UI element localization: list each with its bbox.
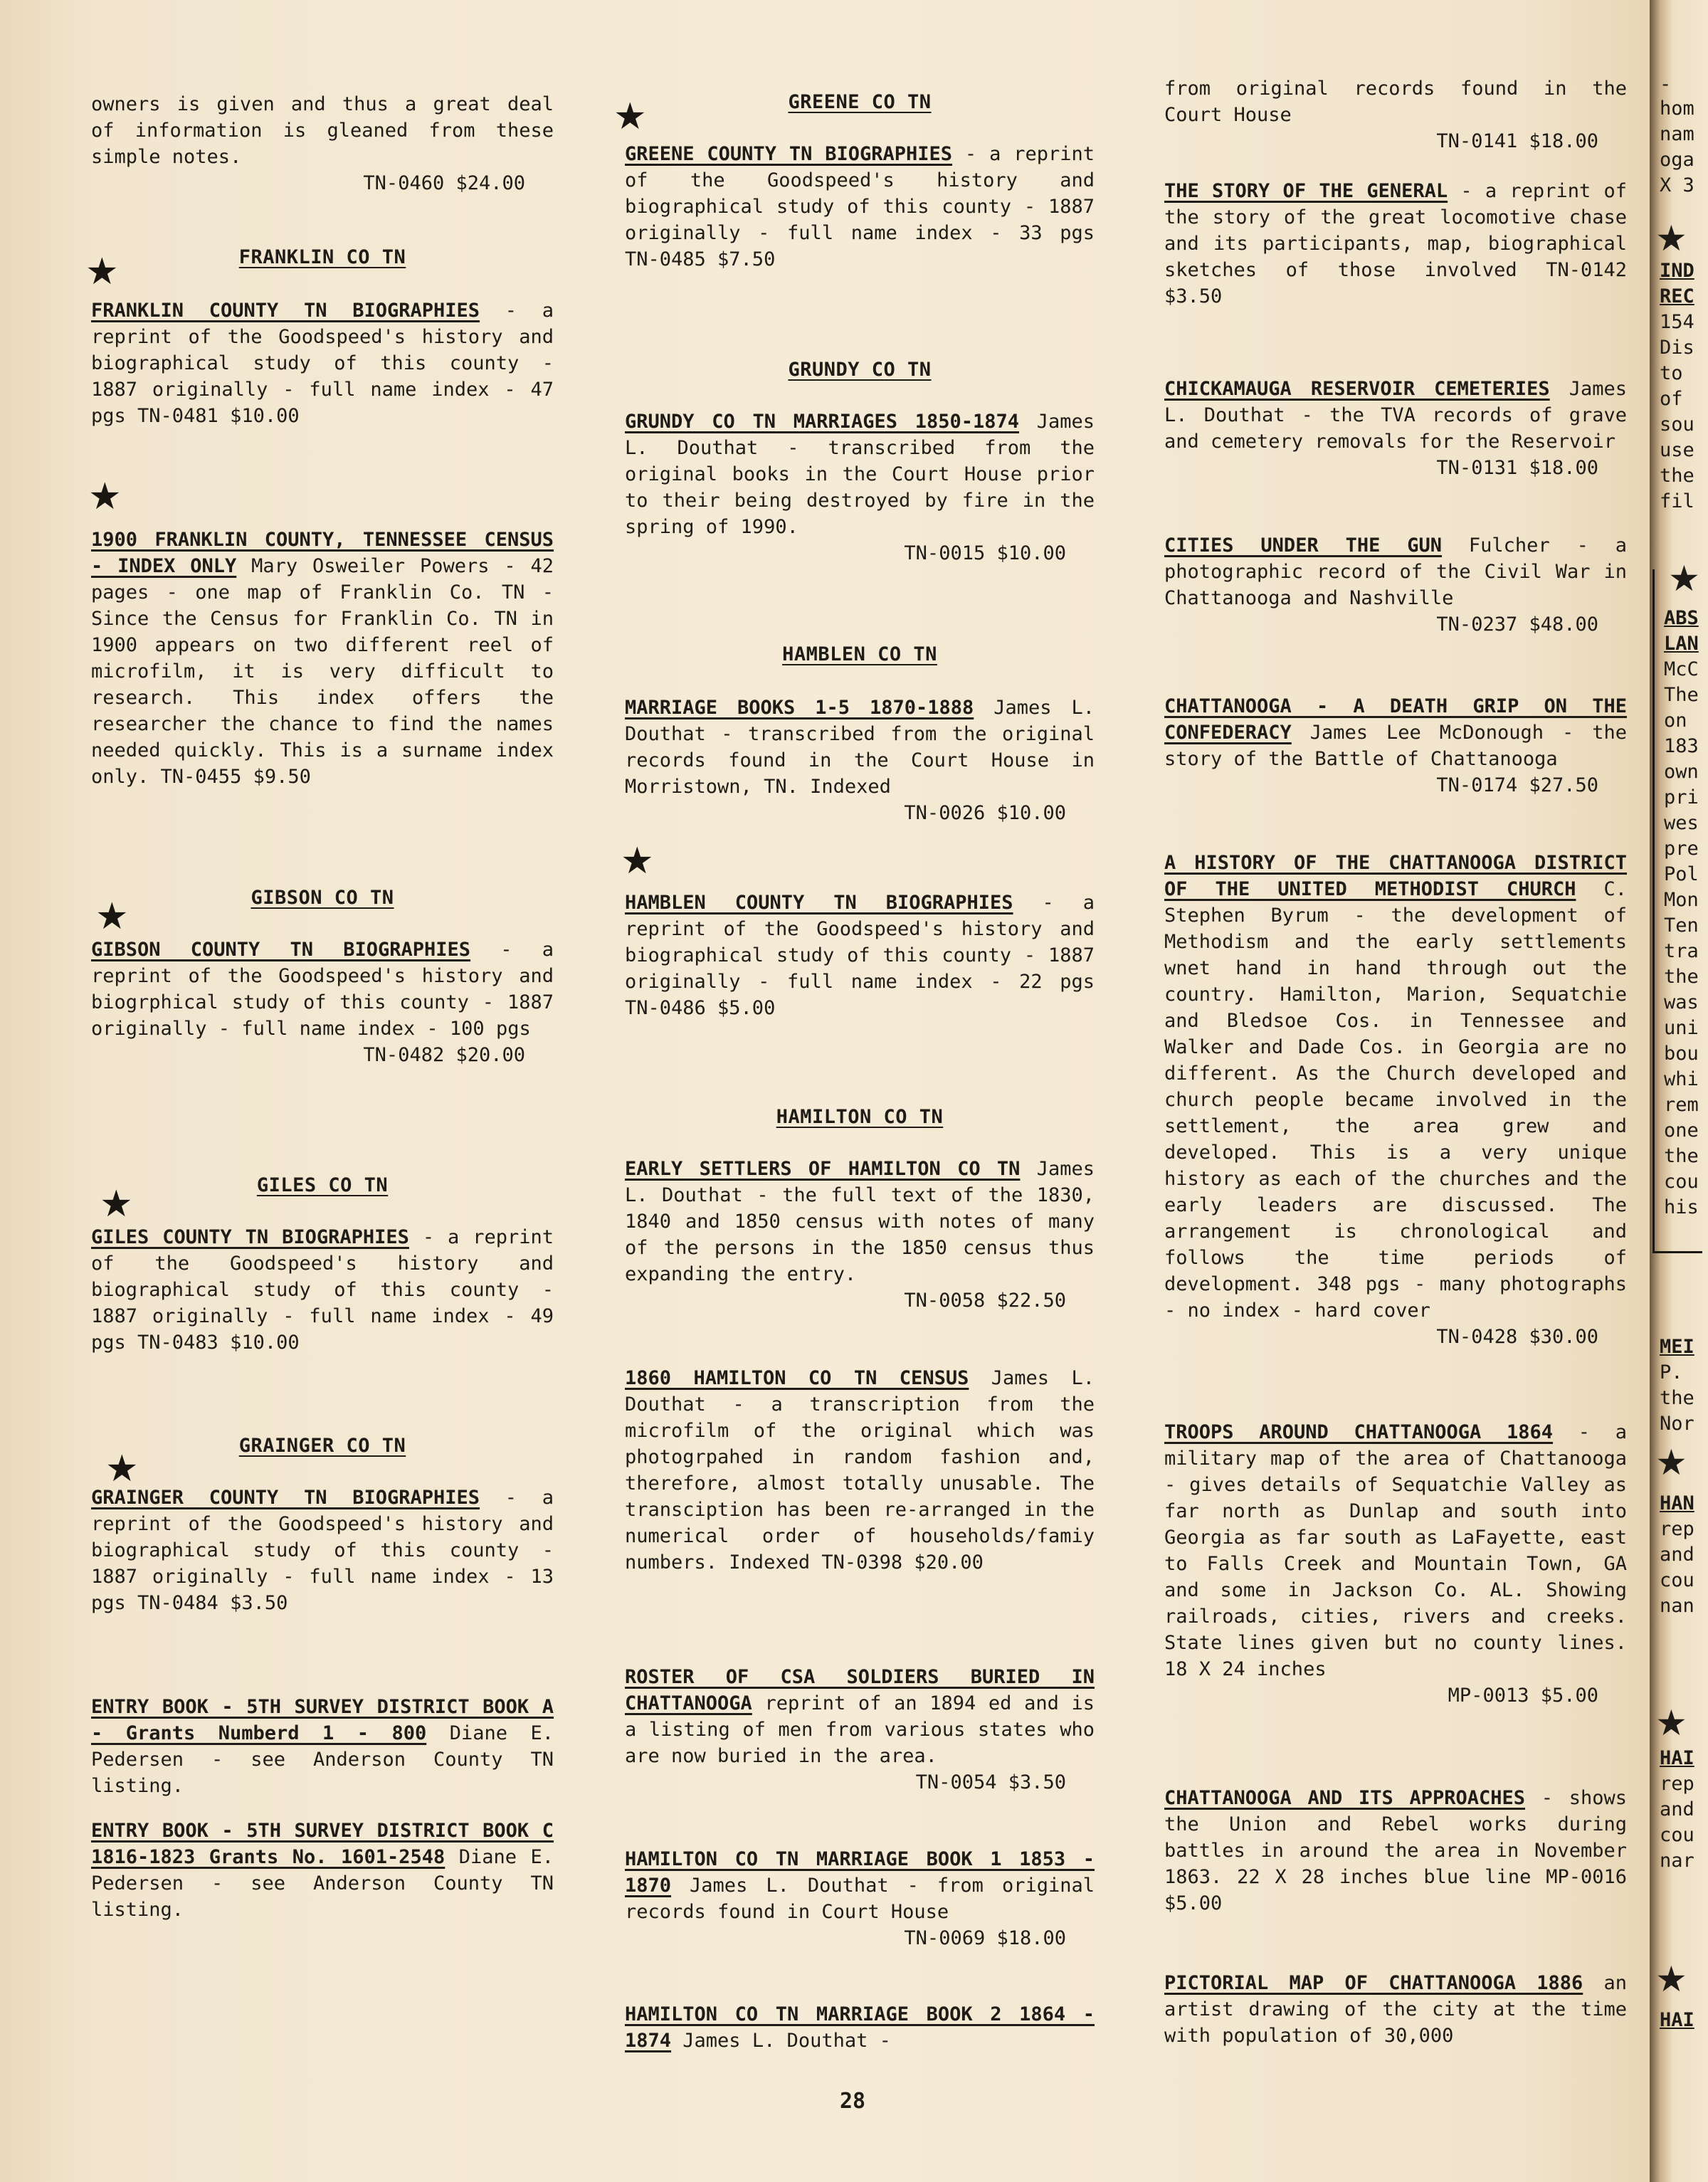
entry-description: James L. Douthat - the TVA records of grave and cemetery removals for the Reservoir — [1164, 378, 1627, 453]
page-fragment: ABS — [1664, 607, 1699, 629]
entry-code: TN-0460 $24.00 — [363, 172, 525, 194]
entry-description: James Lee McDonough - the story of the Battle of Chattanooga — [1164, 722, 1627, 770]
listing-entry — [1164, 376, 1627, 481]
entry-title: FRANKLIN COUNTY TN BIOGRAPHIES — [91, 300, 480, 322]
listing-entry — [1164, 850, 1627, 1350]
county-section — [91, 1174, 554, 1196]
page-fragment: P. — [1660, 1361, 1683, 1383]
county-section — [625, 359, 1095, 381]
page-fragment: cou — [1660, 1824, 1694, 1846]
entry-code: TN-0026 $10.00 — [904, 802, 1066, 824]
county-heading: GREENE CO TN — [788, 91, 932, 113]
page-fragment: nam — [1660, 123, 1694, 145]
page-fragment: Mon — [1664, 889, 1699, 911]
page-fragment: oga — [1660, 149, 1694, 171]
page-fragment: LAN — [1664, 633, 1699, 655]
entry-title: EARLY SETTLERS OF HAMILTON CO TN — [625, 1158, 1021, 1180]
entry-description: owners is given and thus a great deal of information is gleaned from these simple notes. — [91, 93, 554, 168]
page-fragment: wes — [1664, 812, 1699, 834]
listing-entry — [1164, 1419, 1627, 1709]
entry-title: GILES COUNTY TN BIOGRAPHIES — [91, 1226, 409, 1248]
entry-title: 1900 FRANKLIN COUNTY, TENNESSEE CENSUS - INDEX ONLY — [91, 529, 554, 577]
page-fragment: IND — [1660, 260, 1694, 282]
listing-entry — [625, 890, 1095, 1021]
page-fragment: Dis — [1660, 337, 1694, 359]
entry-code: TN-0069 $18.00 — [904, 1927, 1066, 1949]
listing-entry — [91, 1224, 554, 1356]
listing-entry — [91, 1694, 554, 1799]
entry-title: HAMILTON CO TN MARRIAGE BOOK 1 1853 - 1870 — [625, 1848, 1095, 1897]
listing-entry — [91, 91, 554, 196]
entry-title: GRUNDY CO TN MARRIAGES 1850-1874 — [625, 411, 1019, 433]
entry-code: TN-0141 $18.00 — [1436, 130, 1598, 152]
entry-description: Mary Osweiler Powers - 42 pages - one map of Franklin Co. TN - Since the Census for Franklin Co. TN in 1900 appears on two different reel of microfilm, it is very difficult to research. This index offers the researcher the chance to find the names needed quickly. This is a surname index only. TN-0455 $9.50 — [91, 555, 554, 788]
entry-description: an artist drawing of the city at the time with population of 30,000 — [1164, 1972, 1627, 2047]
entry-code: TN-0482 $20.00 — [363, 1044, 525, 1066]
page-fragment: uni — [1664, 1017, 1699, 1039]
page-fragment: whi — [1664, 1068, 1699, 1090]
star-icon: ★ — [105, 1448, 139, 1490]
entry-title: TROOPS AROUND CHATTANOOGA 1864 — [1164, 1421, 1554, 1443]
page-fragment: pre — [1664, 838, 1699, 860]
entry-title: CHATTANOOGA AND ITS APPROACHES — [1164, 1787, 1526, 1809]
box-border — [1652, 1251, 1702, 1253]
page-fragment: The — [1664, 684, 1699, 706]
listing-entry — [1164, 75, 1627, 154]
entry-description: Diane E. Pedersen - see Anderson County TN listing. — [91, 1722, 554, 1797]
county-section — [625, 1106, 1095, 1128]
county-heading: GILES CO TN — [256, 1174, 389, 1196]
entry-title: CHICKAMAUGA RESERVOIR CEMETERIES — [1164, 378, 1550, 400]
entry-description: Fulcher - a photographic record of the Civil War in Chattanooga and Nashville — [1164, 534, 1627, 609]
page-fragment: hom — [1660, 97, 1694, 120]
page-fragment: rep — [1660, 1518, 1694, 1540]
page-fragment: nan — [1660, 1595, 1694, 1617]
page-fragment: 183 — [1664, 735, 1699, 757]
county-heading: GRAINGER CO TN — [238, 1435, 406, 1457]
page-fragment: nar — [1660, 1850, 1694, 1872]
next-page-edge — [1650, 0, 1708, 2182]
entry-code: TN-0131 $18.00 — [1436, 457, 1598, 479]
page-fragment: Ten — [1664, 915, 1699, 937]
county-section — [625, 643, 1095, 665]
listing-entry — [625, 1365, 1095, 1576]
listing-entry — [91, 297, 554, 429]
entry-title: A HISTORY OF THE CHATTANOOGA DISTRICT OF THE UNITED METHODIST CHURCH — [1164, 852, 1627, 900]
entry-description: - a military map of the area of Chattanooga - gives details of Sequatchie Valley as far north as Dunlap and south into Georgia as far south as LaFayette, east to Falls Creek and Mountain Town, GA and some in Jackson Co. AL. Showing railroads, cities, rivers and creeks. State lines given but no county lines. 18 X 24 inches — [1164, 1421, 1627, 1680]
page-fragment: MEI — [1660, 1336, 1694, 1358]
county-heading: FRANKLIN CO TN — [238, 246, 406, 268]
star-icon: ★ — [613, 95, 647, 138]
entry-description: - a reprint of the story of the great locomotive chase and its participants, map, biographical sketches of those involved TN-0142 $3.50 — [1164, 180, 1627, 307]
page-fragment: the — [1660, 1387, 1694, 1409]
entry-description: James L. Douthat - from original records found in Court House — [625, 1875, 1095, 1923]
page-fragment: the — [1664, 1145, 1699, 1167]
listing-entry — [625, 1664, 1095, 1796]
star-icon: ★ — [1655, 1702, 1687, 1744]
listing-entry — [91, 1485, 554, 1616]
entry-title: GIBSON COUNTY TN BIOGRAPHIES — [91, 939, 471, 961]
star-icon: ★ — [88, 475, 122, 518]
entry-code: TN-0428 $30.00 — [1436, 1326, 1598, 1348]
entry-title: ENTRY BOOK - 5TH SURVEY DISTRICT BOOK C 1816-1823 Grants No. 1601-2548 — [91, 1820, 554, 1868]
entry-title: HAMBLEN COUNTY TN BIOGRAPHIES — [625, 892, 1013, 914]
county-section — [625, 91, 1095, 113]
page-fragment: HAI — [1660, 2009, 1694, 2031]
page-fragment: Nor — [1660, 1413, 1694, 1435]
page-fragment: cou — [1660, 1569, 1694, 1591]
entry-description: James L. Douthat - the full text of the 1830, 1840 and 1850 census with notes of many of the persons in the 1850 census thus expanding the entry. — [625, 1158, 1095, 1285]
page-fragment: Pol — [1664, 863, 1699, 885]
box-border — [1652, 569, 1655, 1253]
page-fragment: of — [1660, 388, 1683, 410]
page-fragment: X 3 — [1660, 174, 1694, 196]
page-fragment: was — [1664, 991, 1699, 1013]
entry-title: ROSTER OF CSA SOLDIERS BURIED IN CHATTANOOGA — [625, 1666, 1095, 1714]
entry-description: - a reprint of the Goodspeed's history and biographical study of this county - 1887 originally - full name index - 33 pgs TN-0485 $7.50 — [625, 143, 1095, 270]
star-icon: ★ — [621, 840, 654, 882]
entry-code: TN-0058 $22.50 — [904, 1290, 1066, 1312]
page-fragment: - — [1660, 73, 1672, 95]
page-fragment: HAI — [1660, 1747, 1694, 1769]
listing-entry — [1164, 178, 1627, 310]
entry-description: - a reprint of the Goodspeed's history and biographical study of this county - 1887 originally - full name index - 49 pgs TN-0483 $10.00 — [91, 1226, 554, 1354]
entry-title: CHATTANOOGA - A DEATH GRIP ON THE CONFEDERACY — [1164, 695, 1627, 744]
page-fragment: one — [1664, 1119, 1699, 1142]
county-heading: GRUNDY CO TN — [788, 359, 932, 381]
star-icon: ★ — [85, 251, 119, 293]
listing-entry — [625, 409, 1095, 566]
entry-code: TN-0174 $27.50 — [1436, 774, 1598, 796]
entry-description: reprint of an 1894 ed and is a listing of men from various states who are now buried in the area. — [625, 1692, 1095, 1767]
listing-entry — [91, 937, 554, 1068]
entry-description: - a reprint of the Goodspeed's history and biographical study of this county - 1887 originally - full name index - 13 pgs TN-0484 $3.50 — [91, 1487, 554, 1614]
county-section — [91, 246, 554, 268]
page-fragment: fil — [1660, 490, 1694, 512]
entry-title: 1860 HAMILTON CO TN CENSUS — [625, 1367, 969, 1389]
entry-description: - a reprint of the Goodspeed's history and biographical study of this county - 1887 originally - full name index - 22 pgs TN-0486 $5.00 — [625, 892, 1095, 1019]
county-heading: HAMBLEN CO TN — [782, 643, 937, 665]
entry-title: MARRIAGE BOOKS 1-5 1870-1888 — [625, 697, 974, 719]
listing-entry — [625, 695, 1095, 826]
entry-description: - shows the Union and Rebel works during battles in around the area in November 1863. 22 X 28 inches blue line MP-0016 $5.00 — [1164, 1787, 1627, 1914]
entry-code: TN-0237 $48.00 — [1436, 613, 1598, 636]
listing-entry — [1164, 1785, 1627, 1917]
page-fragment: cou — [1664, 1171, 1699, 1193]
page-fragment: and — [1660, 1798, 1694, 1820]
page-fragment: his — [1664, 1196, 1699, 1218]
page-fragment: bou — [1664, 1043, 1699, 1065]
county-section — [91, 887, 554, 909]
entry-description: James L. Douthat - — [671, 2030, 891, 2052]
page-fragment: REC — [1660, 285, 1694, 307]
entry-description: James L. Douthat - transcribed from the original books in the Court House prior to their being destroyed by fire in the spring of 1990. — [625, 411, 1095, 538]
entry-title: PICTORIAL MAP OF CHATTANOOGA 1886 — [1164, 1972, 1583, 1994]
page-fragment: HAN — [1660, 1492, 1694, 1514]
entry-title: GRAINGER COUNTY TN BIOGRAPHIES — [91, 1487, 480, 1509]
page-fragment: rep — [1660, 1773, 1694, 1795]
listing-entry — [625, 1156, 1095, 1314]
entry-description: C. Stephen Byrum - the development of Methodism and the early settlements wnet hand in hand through out the country. Hamilton, Marion, Sequatchie and Bledsoe Cos. in Tennessee and Walker and Dade Cos. in Georgia are no different. As the Church developed and church people became involved in the settlement, the area grew and developed. This is a very unique history as each of the churches and the early leaders are discussed. The arrangement is chronological and follows the time periods of development. 348 pgs - many photographs - no index - hard cover — [1164, 878, 1627, 1322]
star-icon: ★ — [1655, 1442, 1687, 1483]
listing-entry — [1164, 532, 1627, 638]
entry-description: - a reprint of the Goodspeed's history and biogrphical study of this county - 1887 originally - full name index - 100 pgs — [91, 939, 554, 1040]
county-heading: HAMILTON CO TN — [776, 1106, 944, 1128]
page-fragment: pri — [1664, 786, 1699, 808]
entry-description: - a reprint of the Goodspeed's history and biographical study of this county - 1887 originally - full name index - 47 pgs TN-0481 $10.00 — [91, 300, 554, 427]
entry-code: TN-0015 $10.00 — [904, 542, 1066, 564]
listing-entry — [91, 527, 554, 790]
entry-code: TN-0054 $3.50 — [915, 1771, 1066, 1793]
entry-title: HAMILTON CO TN MARRIAGE BOOK 2 1864 - 1874 — [625, 2003, 1095, 2052]
page-number: 28 — [840, 2089, 866, 2114]
page-fragment: own — [1664, 761, 1699, 783]
listing-entry — [1164, 693, 1627, 799]
entry-title: GREENE COUNTY TN BIOGRAPHIES — [625, 143, 953, 165]
listing-entry — [1164, 1970, 1627, 2049]
star-icon: ★ — [1655, 1959, 1687, 2000]
entry-code: MP-0013 $5.00 — [1448, 1685, 1598, 1707]
county-section — [91, 1435, 554, 1457]
star-icon: ★ — [100, 1183, 133, 1226]
entry-title: ENTRY BOOK - 5TH SURVEY DISTRICT BOOK A - Grants Numberd 1 - 800 — [91, 1696, 554, 1744]
entry-description: James L. Douthat - transcribed from the original records found in the Court House in Morristown, TN. Indexed — [625, 697, 1095, 798]
page-fragment: McC — [1664, 658, 1699, 680]
star-icon: ★ — [1668, 558, 1700, 599]
page-fragment: rem — [1664, 1094, 1699, 1116]
page-fragment: to — [1660, 362, 1683, 384]
entry-description: Diane E. Pedersen - see Anderson County TN listing. — [91, 1846, 554, 1921]
page-fragment: on — [1664, 710, 1687, 732]
listing-entry — [625, 141, 1095, 273]
entry-description: from original records found in the Court House — [1164, 78, 1627, 126]
county-heading: GIBSON CO TN — [251, 887, 394, 909]
entry-title: THE STORY OF THE GENERAL — [1164, 180, 1448, 202]
entry-title: CITIES UNDER THE GUN — [1164, 534, 1443, 557]
page-fragment: tra — [1664, 940, 1699, 962]
listing-entry — [91, 1818, 554, 1923]
star-icon: ★ — [1655, 218, 1687, 259]
page-fragment: and — [1660, 1544, 1694, 1566]
page-fragment: use — [1660, 439, 1694, 461]
page-fragment: sou — [1660, 413, 1694, 436]
listing-entry — [625, 1846, 1095, 1951]
page-fragment: the — [1664, 966, 1699, 988]
entry-description: James L. Douthat - a transcription from the microfilm of the original which was photogrpahed in random fashion and, therefore, almost totally unusable. The transciption has been re-arranged in the numerical order of households/famiy numbers. Indexed TN-0398 $20.00 — [625, 1367, 1095, 1574]
page-fragment: the — [1660, 465, 1694, 487]
star-icon: ★ — [95, 895, 129, 938]
listing-entry — [625, 2001, 1095, 2054]
page-fragment: 154 — [1660, 311, 1694, 333]
